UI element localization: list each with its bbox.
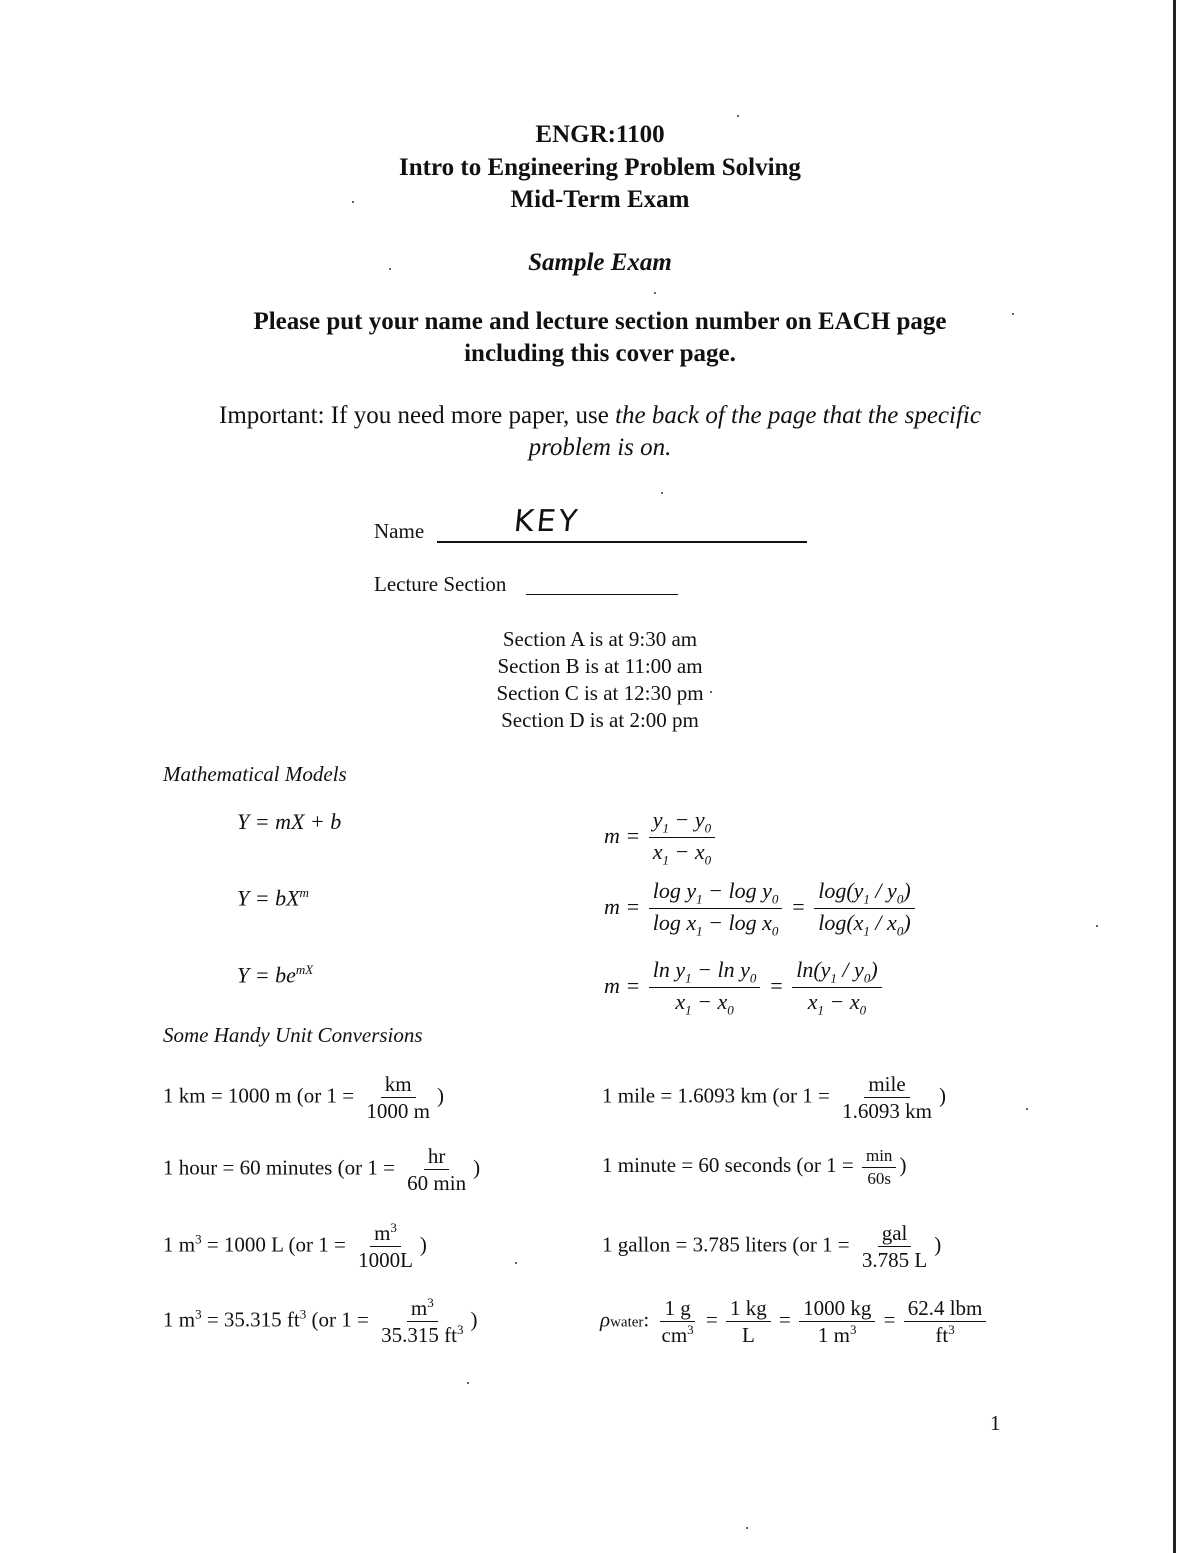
power-slope-equation: m = $\frac{\log y_1 - \log y_0}{\log x_1 - \log x_0}$ = $\frac{\log(y_1 / y_0)}{\log(x_1 / x_0)}$: [604, 878, 918, 940]
important-note: [0, 402, 1200, 430]
scan-speck: [1026, 1108, 1028, 1110]
scan-speck: [1096, 925, 1098, 927]
scan-speck: [661, 492, 663, 494]
scan-speck: [1012, 313, 1014, 315]
lecture-section-label: Lecture Section: [374, 572, 507, 596]
section-b-time: Section B is at 11:00 am: [497, 654, 703, 678]
km-conversion: 1 km = 1000 m (or 1 = $\frac{km}{1000 m}$ ): [163, 1072, 444, 1124]
important-italic-2: problem is on.: [528, 434, 672, 461]
name-label: Name: [374, 519, 425, 543]
name-value-handwritten: KEY: [512, 504, 582, 539]
water-density-conversion: ρwater: $\frac{1 g}{cm^3}$ = $\frac{1 kg}{L}$ = $\frac{1000 kg}{1 m^3}$ = $\frac{\text{62.4 lbm}}{ft^3}$: [600, 1296, 989, 1347]
course-title: Intro to Engineering Problem Solving: [399, 154, 801, 181]
models-heading: Mathematical Models: [163, 762, 347, 786]
name-field-line[interactable]: [437, 541, 807, 543]
sample-exam-label: Sample Exam: [528, 249, 672, 276]
conversions-heading: Some Handy Unit Conversions: [163, 1023, 423, 1047]
course-code: ENGR:1100: [535, 121, 665, 148]
page-edge: [1173, 0, 1176, 1553]
section-c-time: Section C is at 12:30 pm: [496, 681, 704, 705]
power-model-equation: $Y = bX^m$: [237, 885, 309, 911]
instruction-line-1: Please put your name and lecture section number on EACH page: [253, 308, 947, 335]
lecture-section-field-line[interactable]: [526, 594, 678, 595]
important-prefix: Important: If you need more paper, use: [219, 402, 616, 429]
scan-speck: [352, 201, 354, 203]
scan-speck: [737, 115, 739, 117]
linear-slope-equation: m = $\frac{y_1 - y_0}{x_1 - x_0}$: [604, 807, 718, 869]
page-number: 1: [990, 1411, 1001, 1435]
exponential-slope-equation: m = $\frac{\ln y_1 - \ln y_0}{x_1 - x_0}$ = $\frac{\ln(y_1 / y_0)}{x_1 - x_0}$: [604, 957, 885, 1019]
gallon-conversion: 1 gallon = 3.785 liters (or 1 = $\frac{\text{gal}}{3.785 L}$ ): [602, 1221, 942, 1273]
cubic-meter-cubic-feet-conversion: 1 $m^3 = 35.315$ $ft^3$ (or 1 = $\frac{m^3}{35.315 ft^3}$ ): [163, 1295, 478, 1348]
cubic-meter-liter-conversion: 1 $m^3 = 1000$ L (or 1 = $\frac{m^3}{1000L}$ ): [163, 1220, 427, 1273]
scan-speck: [467, 1382, 469, 1384]
section-d-time: Section D is at 2:00 pm: [501, 708, 699, 732]
linear-model-equation: Y = mX + b: [237, 809, 342, 834]
important-italic-1: the back of the page that the specific: [615, 402, 981, 429]
scan-speck: [710, 691, 712, 693]
minute-conversion: 1 minute = 60 seconds (or 1 = $\frac{\min}{60s}$ ): [602, 1146, 907, 1188]
mile-conversion: 1 mile = 1.6093 km (or 1 = $\frac{\text{mile}}{1.6093 km}$ ): [602, 1072, 946, 1124]
exam-title: Mid-Term Exam: [510, 186, 690, 213]
instruction-line-2: including this cover page.: [464, 340, 736, 367]
hour-conversion: 1 hour = 60 minutes (or 1 = $\frac{hr}{60 \min}$ ): [163, 1144, 481, 1196]
exponential-model-equation: $Y = be^{mX}$: [237, 962, 314, 988]
scan-speck: [515, 1262, 517, 1264]
scan-speck: [746, 1527, 748, 1529]
section-a-time: Section A is at 9:30 am: [502, 627, 698, 651]
scan-speck: [654, 292, 656, 294]
scan-speck: [389, 268, 391, 270]
